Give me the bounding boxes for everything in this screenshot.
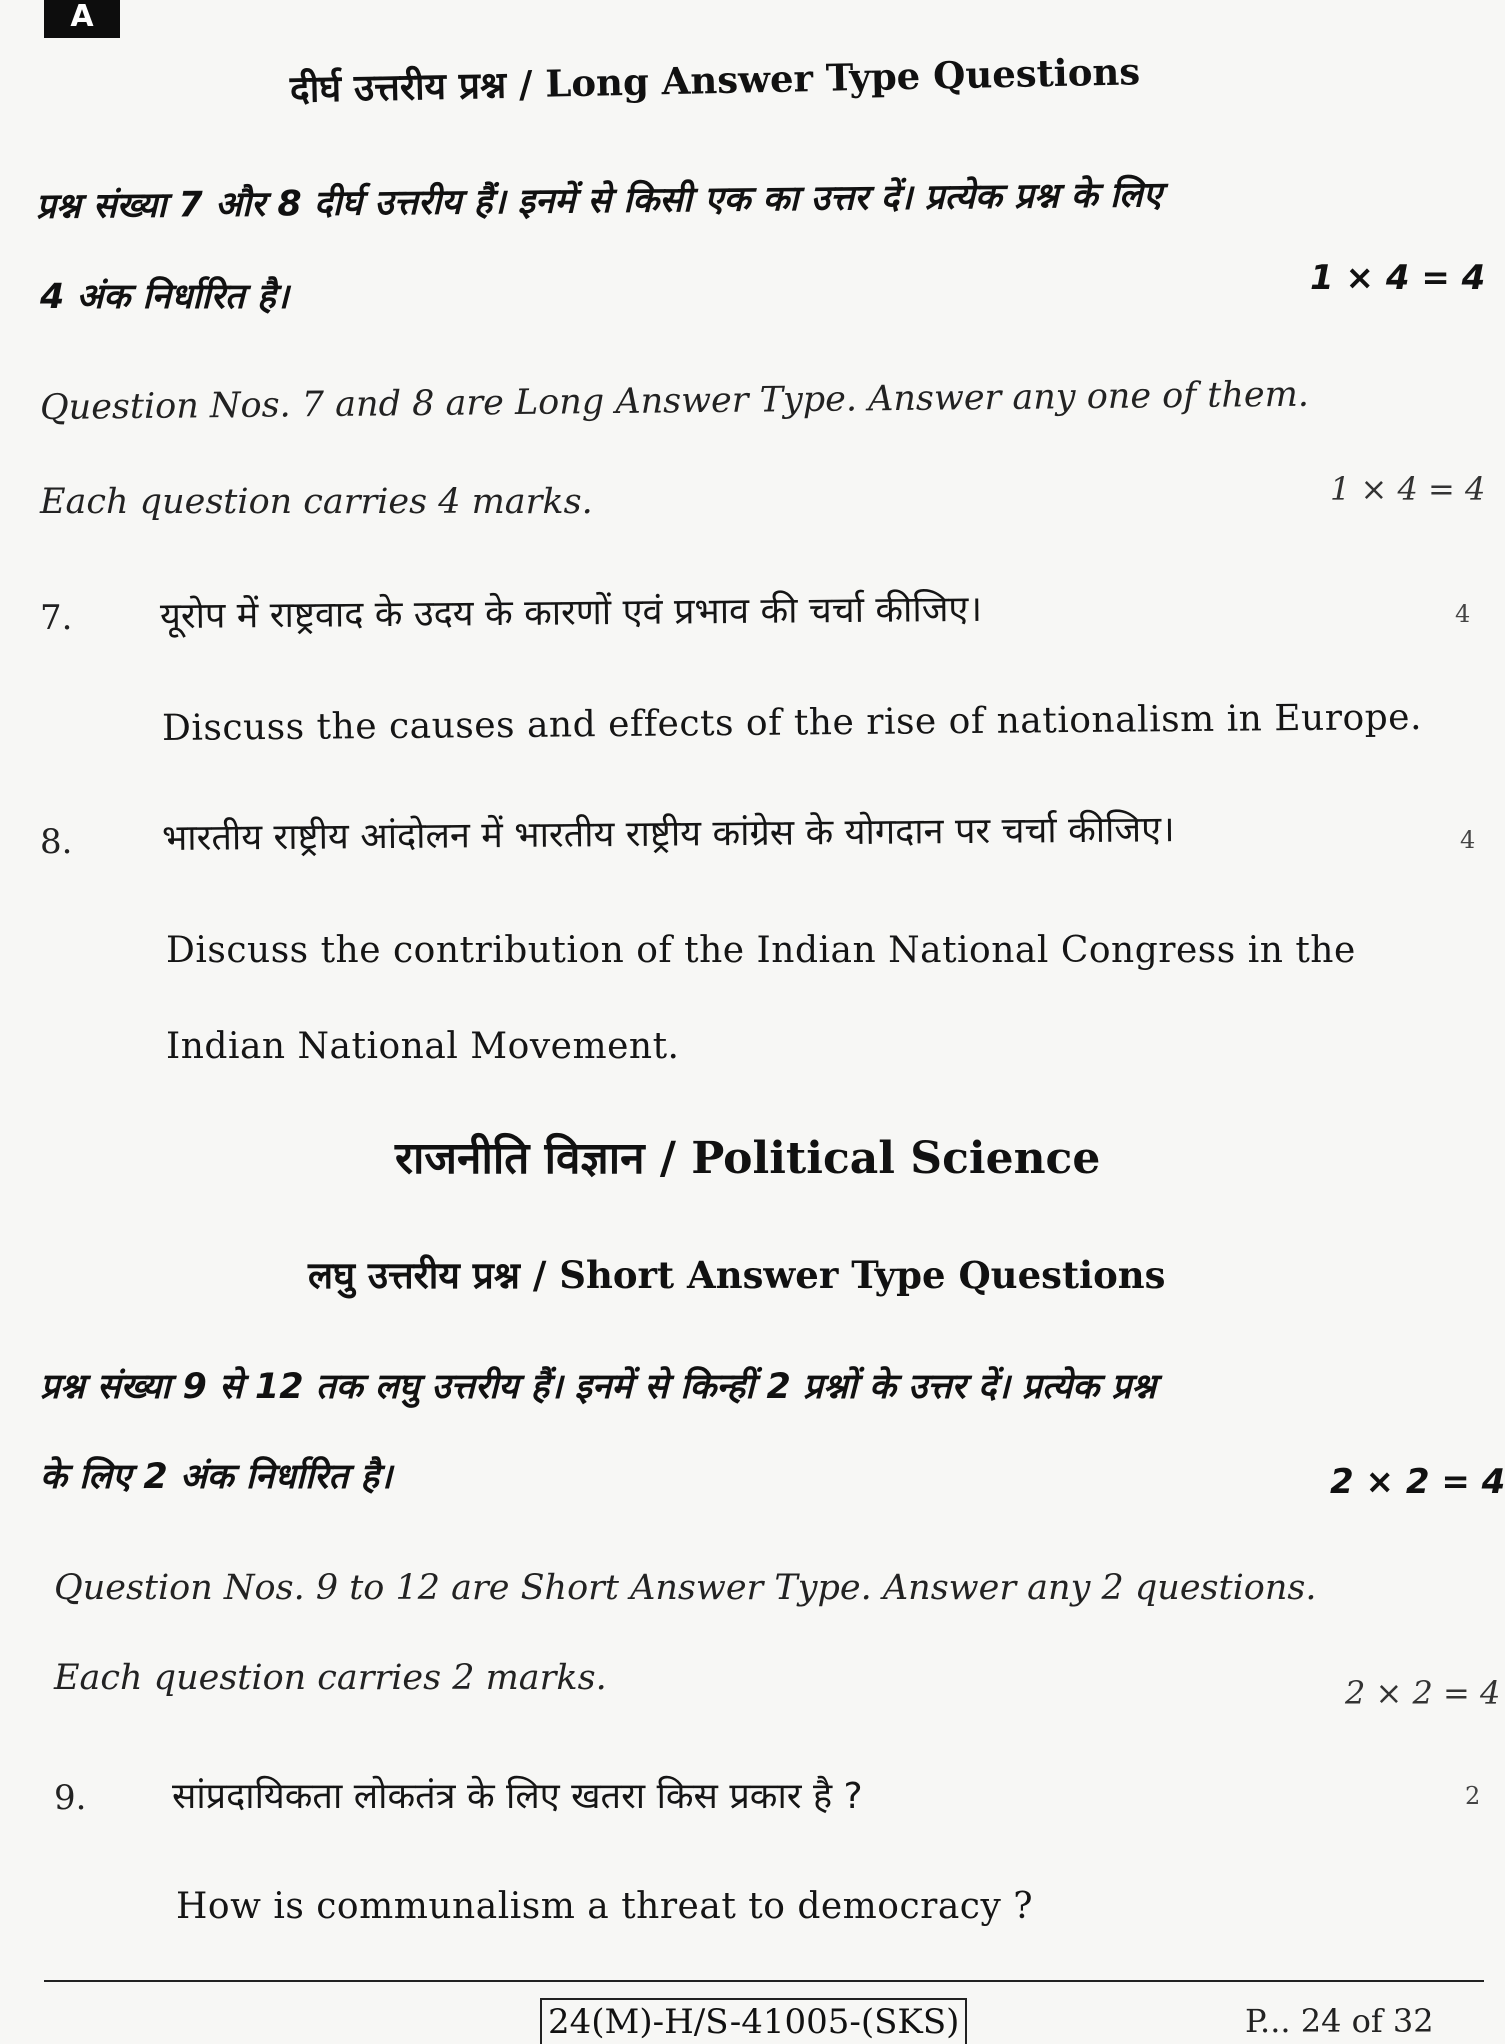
instruction-hindi-line2: 4 अंक निर्धारित है। [40,277,289,317]
footer-rule [44,1980,1484,1982]
marks-allocation-english: 2 × 2 = 4 [1345,1674,1501,1712]
question-text-english: How is communalism a threat to democracy ? [176,1886,1034,1927]
instruction-hindi-line1: प्रश्न संख्या 9 से 12 तक लघु उत्तरीय हैं। इनमें से किन्हीं 2 प्रश्नों के उत्तर दें। प्रत्येक प्रश्न [40,1367,1157,1407]
marks-allocation: 2 × 2 = 4 [1330,1462,1505,1502]
question-marks: 4 [1455,600,1471,628]
marks-allocation: 1 × 4 = 4 [1310,258,1486,298]
marks-allocation-english: 1 × 4 = 4 [1330,470,1486,508]
section-badge: A [44,0,120,38]
question-text-english: Discuss the causes and effects of the rise of nationalism in Europe. [161,697,1423,749]
question-text-english-line2: Indian National Movement. [166,1026,680,1067]
paper-code: 24(M)-H/S-41005-(SKS) [540,1998,967,2044]
question-number: 8. [40,822,73,862]
section-heading-long: दीर्घ उत्तरीय प्रश्न / Long Answer Type Questions [289,49,1141,111]
instruction-hindi-line2: के लिए 2 अंक निर्धारित है। [40,1457,393,1497]
question-marks: 2 [1465,1782,1481,1810]
question-marks: 4 [1460,826,1476,854]
question-number: 7. [40,598,73,638]
subject-heading: राजनीति विज्ञान / Political Science [395,1133,1101,1184]
instruction-english-line2: Each question carries 2 marks. [54,1658,607,1698]
question-text-hindi: यूरोप में राष्ट्रवाद के उदय के कारणों एवं प्रभाव की चर्चा कीजिए। [159,588,983,637]
instruction-english-line1: Question Nos. 9 to 12 are Short Answer Type. Answer any 2 questions. [54,1568,1317,1608]
section-heading-short: लघु उत्तरीय प्रश्न / Short Answer Type Questions [308,1253,1166,1297]
page-reference: P... 24 of 32 [1245,2002,1434,2040]
question-number: 9. [54,1778,87,1818]
question-text-english: Discuss the contribution of the Indian National Congress in the [166,930,1356,971]
question-text-hindi: सांप्रदायिकता लोकतंत्र के लिए खतरा किस प्रकार है ? [172,1776,863,1817]
instruction-hindi-line1: प्रश्न संख्या 7 और 8 दीर्घ उत्तरीय हैं। इनमें से किसी एक का उत्तर दें। प्रत्येक प्रश्न के लिए [35,175,1163,227]
instruction-english-line1: Question Nos. 7 and 8 are Long Answer Type. Answer any one of them. [39,374,1310,428]
question-text-hindi: भारतीय राष्ट्रीय आंदोलन में भारतीय राष्ट्रीय कांग्रेस के योगदान पर चर्चा कीजिए। [161,809,1175,859]
instruction-english-line2: Each question carries 4 marks. [40,482,593,522]
